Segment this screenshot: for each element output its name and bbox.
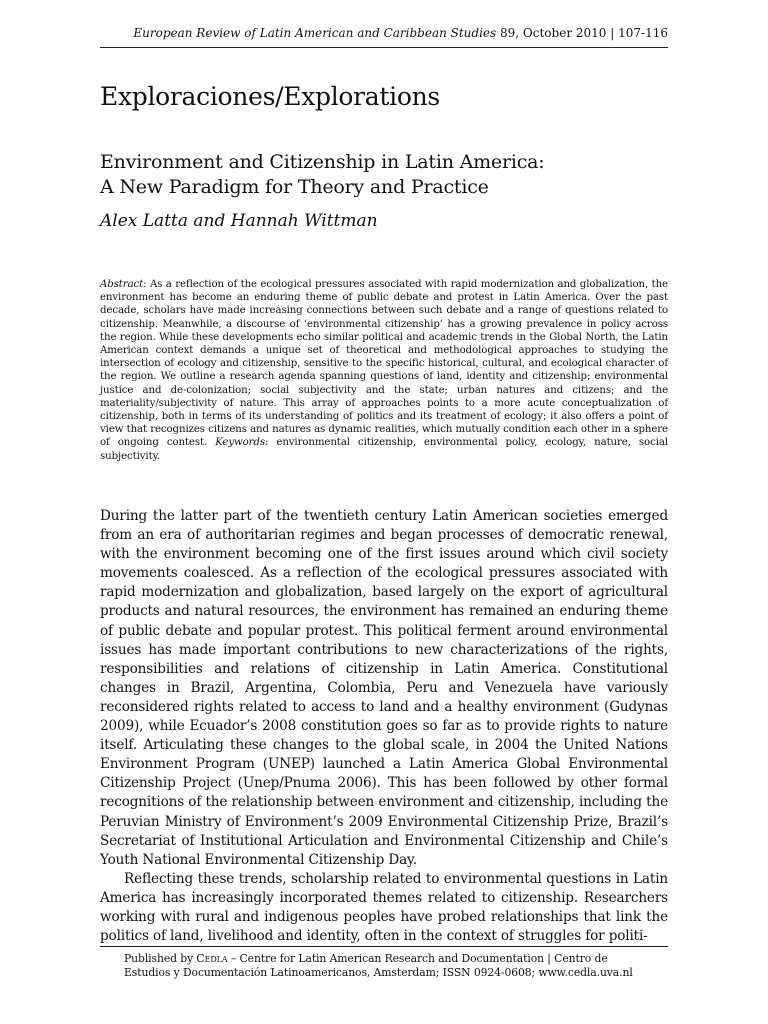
publisher-footer [100,946,668,980]
body-text [100,507,668,946]
page-range: 107-116 [618,26,668,40]
abstract-text: : As a reflection of the ecological pressures associated with rapid modernization and globalization, the environment has become an enduring theme of public debate and protest in Latin America. Over the past decade, scholars have made increasing connections between such debate and a range of questions related to citizenship. Meanwhile, a discourse of ‘environmental citizenship’ has a growing prevalence in policy across the region. While these developments echo similar political and academic trends in the Global North, the Latin American context demands a unique set of theoretical and methodological approaches to studying the intersection of ecology and citizenship, sensitive to the specific historical, cultural, and ecological character of the region. We outline a research agenda spanning questions of land, identity and citizenship; environmental justice and de-colonization; social subjectivity and the state; urban natures and citizens; and the materiality/subjectivity of nature. This array of approaches points to a more acute conceptualization of citizenship, both in terms of its understanding of politics and its treatment of ecology; it also offers a point of view that recognizes citizens and natures as dynamic realities, which mutually condition each other in a sphere of ongoing contest. [100,279,668,449]
section-title: Exploraciones/Explorations [100,82,440,111]
body-paragraph-2: Reflecting these trends, scholarship related to environmental questions in Latin America has increasingly incorporated themes related to citizenship. Researchers working with rural and indigenous peoples have probed relationships that link the politics of land, livelihood and identity, often in the context of struggles for politi- [100,870,668,945]
document-page [100,0,668,1024]
footer-published-by: Published by [124,952,197,965]
issue-info: 89, October 2010 [500,26,607,40]
running-head-rule [100,47,668,48]
article-title-line-1: Environment and Citizenship in Latin America: [100,151,545,173]
keywords-text: : environmental citizenship, environmental policy, ecology, nature, social subjectivity. [100,437,668,462]
running-head-separator: | [610,26,615,40]
article-authors: Alex Latta and Hannah Wittman [100,211,378,231]
abstract [100,278,668,463]
journal-name: European Review of Latin American and Caribbean Studies [133,26,497,40]
footer-publisher: Cedla [196,952,228,965]
footer-rule [100,946,668,947]
abstract-label: Abstract [100,279,144,290]
body-paragraph-1: During the latter part of the twentieth century Latin American societies emerged from an era of authoritarian regimes and began processes of democratic renewal, with the environment becoming one of the first issues around which civil society movements coalesced. As a reflection of the ecological pressures associated with rapid modernization and globalization, based largely on the export of agricultural products and natural resources, the environment has remained an enduring theme of public debate and popular protest. This political ferment around environmental issues has made important contributions to new characterizations of the rights, responsibilities and relations of citizenship in Latin America. Constitutional changes in Brazil, Argentina, Colombia, Peru and Venezuela have variously reconsidered rights related to access to land and a healthy environment (Gudynas 2009), while Ecuador’s 2008 constitution goes so far as to provide rights to nature itself. Articulating these changes to the global scale, in 2004 the United Nations Environment Program (UNEP) launched a Latin America Global Environmental Citizenship Project (Unep/Pnuma 2006). This has been followed by other formal recognitions of the relationship between environment and citizenship, including the Peruvian Ministry of Environment’s 2009 Environmental Citizenship Prize, Brazil’s Secretariat of Institutional Articulation and Environmental Citizenship and Chile’s Youth National Environmental Citizenship Day. [100,508,668,868]
footer-text [100,952,668,980]
running-head [100,26,668,40]
footer-line-2: Estudios y Documentación Latinoamericanos, Amsterdam; ISSN 0924-0608; www.cedla.uva.nl [124,966,633,979]
article-title [100,150,668,200]
article-title-line-2: A New Paradigm for Theory and Practice [100,176,489,198]
keywords-label: Keywords [215,437,265,449]
footer-line-1-rest: – Centre for Latin American Research and Documentation | Centro de [227,952,608,965]
